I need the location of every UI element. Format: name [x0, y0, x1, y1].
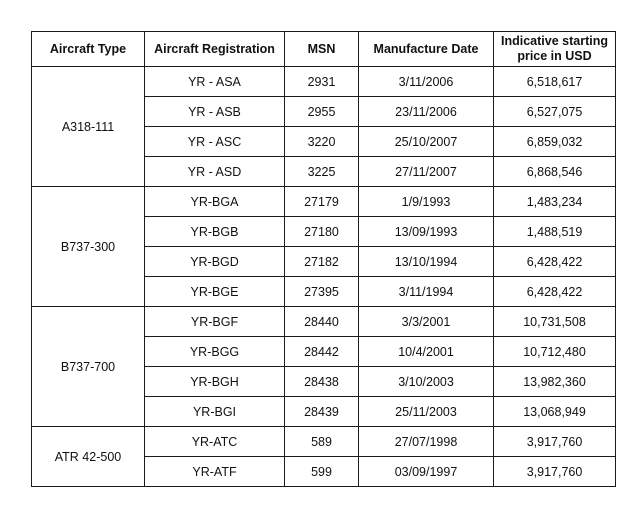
registration-cell: YR - ASB: [145, 97, 285, 127]
msn-cell: 2955: [285, 97, 359, 127]
price-cell: 13,982,360: [494, 367, 616, 397]
msn-cell: 27182: [285, 247, 359, 277]
msn-cell: 28439: [285, 397, 359, 427]
msn-cell: 27180: [285, 217, 359, 247]
registration-cell: YR - ASC: [145, 127, 285, 157]
price-cell: 6,428,422: [494, 247, 616, 277]
table-row: [32, 67, 616, 97]
aircraft-price-table: [31, 31, 616, 487]
manufacture-date-cell: 25/11/2003: [359, 397, 494, 427]
registration-cell: YR - ASA: [145, 67, 285, 97]
registration-cell: YR-ATC: [145, 427, 285, 457]
price-cell: 6,428,422: [494, 277, 616, 307]
registration-cell: YR-BGA: [145, 187, 285, 217]
table-row: [32, 427, 616, 457]
price-cell: 1,488,519: [494, 217, 616, 247]
table-row: [32, 307, 616, 337]
manufacture-date-cell: 10/4/2001: [359, 337, 494, 367]
table-row: [32, 187, 616, 217]
registration-cell: YR-BGF: [145, 307, 285, 337]
msn-cell: 27179: [285, 187, 359, 217]
msn-cell: 3225: [285, 157, 359, 187]
msn-cell: 28440: [285, 307, 359, 337]
header-aircraft-registration: Aircraft Registration: [145, 32, 285, 67]
registration-cell: YR-BGH: [145, 367, 285, 397]
manufacture-date-cell: 27/11/2007: [359, 157, 494, 187]
manufacture-date-cell: 3/3/2001: [359, 307, 494, 337]
price-cell: 6,518,617: [494, 67, 616, 97]
header-indicative-price: Indicative starting price in USD: [494, 32, 616, 67]
registration-cell: YR-BGB: [145, 217, 285, 247]
price-cell: 3,917,760: [494, 457, 616, 487]
header-msn: MSN: [285, 32, 359, 67]
manufacture-date-cell: 1/9/1993: [359, 187, 494, 217]
price-cell: 10,712,480: [494, 337, 616, 367]
header-aircraft-type: Aircraft Type: [32, 32, 145, 67]
manufacture-date-cell: 13/09/1993: [359, 217, 494, 247]
manufacture-date-cell: 3/11/1994: [359, 277, 494, 307]
msn-cell: 28438: [285, 367, 359, 397]
msn-cell: 589: [285, 427, 359, 457]
manufacture-date-cell: 3/11/2006: [359, 67, 494, 97]
registration-cell: YR - ASD: [145, 157, 285, 187]
price-cell: 6,859,032: [494, 127, 616, 157]
registration-cell: YR-ATF: [145, 457, 285, 487]
msn-cell: 28442: [285, 337, 359, 367]
msn-cell: 3220: [285, 127, 359, 157]
aircraft-type-cell: B737-700: [32, 307, 145, 427]
registration-cell: YR-BGD: [145, 247, 285, 277]
registration-cell: YR-BGG: [145, 337, 285, 367]
msn-cell: 599: [285, 457, 359, 487]
price-cell: 13,068,949: [494, 397, 616, 427]
msn-cell: 2931: [285, 67, 359, 97]
header-manufacture-date: Manufacture Date: [359, 32, 494, 67]
manufacture-date-cell: 03/09/1997: [359, 457, 494, 487]
aircraft-type-cell: A318-111: [32, 67, 145, 187]
aircraft-type-cell: B737-300: [32, 187, 145, 307]
price-cell: 1,483,234: [494, 187, 616, 217]
manufacture-date-cell: 25/10/2007: [359, 127, 494, 157]
msn-cell: 27395: [285, 277, 359, 307]
manufacture-date-cell: 13/10/1994: [359, 247, 494, 277]
price-cell: 6,527,075: [494, 97, 616, 127]
price-cell: 3,917,760: [494, 427, 616, 457]
manufacture-date-cell: 27/07/1998: [359, 427, 494, 457]
price-cell: 10,731,508: [494, 307, 616, 337]
registration-cell: YR-BGI: [145, 397, 285, 427]
table-body: [32, 67, 616, 487]
aircraft-type-cell: ATR 42-500: [32, 427, 145, 487]
manufacture-date-cell: 23/11/2006: [359, 97, 494, 127]
table-header-row: [32, 32, 616, 67]
registration-cell: YR-BGE: [145, 277, 285, 307]
price-cell: 6,868,546: [494, 157, 616, 187]
manufacture-date-cell: 3/10/2003: [359, 367, 494, 397]
